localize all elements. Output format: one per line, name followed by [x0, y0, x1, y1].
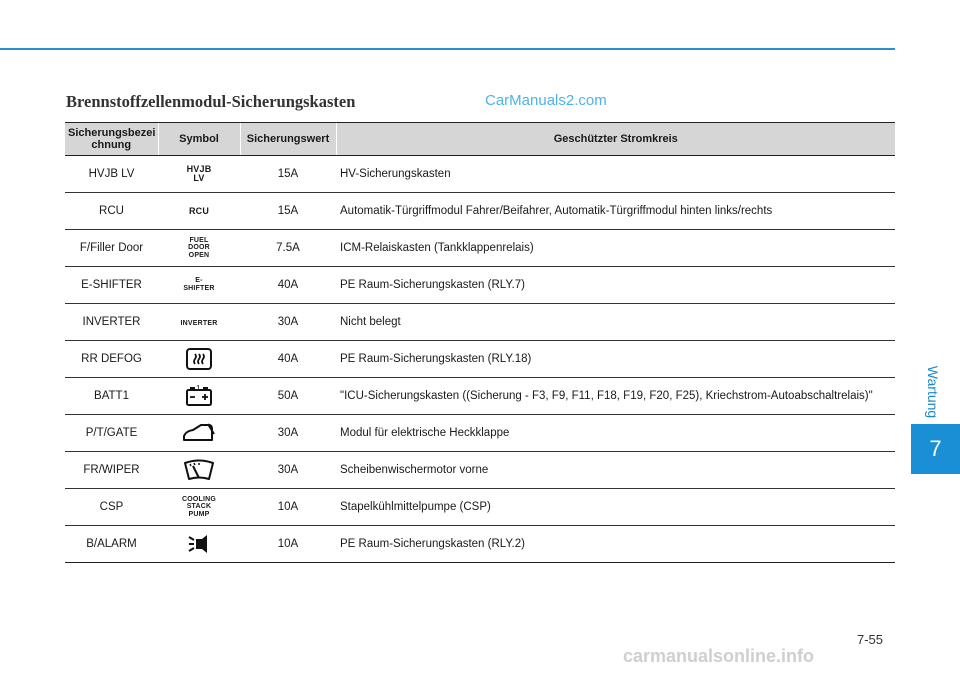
fuse-value: 7.5A — [240, 230, 336, 267]
table-header-row — [65, 123, 895, 156]
fuse-symbol — [158, 378, 240, 415]
fuse-symbol — [158, 267, 240, 304]
fuse-circuit: Stapelkühlmittelpumpe (CSP) — [336, 489, 895, 526]
symbol-text: HVJB LV — [186, 163, 212, 183]
fuse-name: CSP — [65, 489, 158, 526]
fuse-name: RCU — [65, 193, 158, 230]
symbol-text: FUEL DOOR OPEN — [188, 236, 210, 259]
table-row — [65, 341, 895, 378]
fuse-name: B/ALARM — [65, 526, 158, 563]
fuse-circuit: PE Raum-Sicherungskasten (RLY.18) — [336, 341, 895, 378]
fuse-value: 40A — [240, 267, 336, 304]
chapter-tab: 7 — [911, 424, 960, 474]
table-row — [65, 193, 895, 230]
symbol-text: INVERTER — [180, 320, 218, 327]
fuse-value: 15A — [240, 193, 336, 230]
top-rule — [0, 48, 895, 50]
fuse-table — [65, 122, 895, 563]
fuse-name: BATT1 — [65, 378, 158, 415]
fuse-value: 40A — [240, 341, 336, 378]
fuse-name: RR DEFOG — [65, 341, 158, 378]
fuse-symbol — [158, 304, 240, 341]
fuse-circuit: ICM-Relaiskasten (Tankklappenrelais) — [336, 230, 895, 267]
fuse-circuit: PE Raum-Sicherungskasten (RLY.2) — [336, 526, 895, 563]
fuse-symbol — [158, 415, 240, 452]
front-wiper-icon — [183, 464, 215, 476]
symbol-text: COOLING STACK PUMP — [181, 495, 217, 518]
table-row — [65, 415, 895, 452]
burglar-alarm-icon — [186, 538, 212, 550]
fuse-symbol — [158, 489, 240, 526]
tailgate-icon — [182, 427, 216, 439]
side-label-text: Wartung — [925, 365, 942, 419]
header-circuit: Geschützter Stromkreis — [336, 123, 895, 156]
fuse-symbol — [158, 156, 240, 193]
fuse-name: F/Filler Door — [65, 230, 158, 267]
fuse-symbol — [158, 193, 240, 230]
fuse-name: E-SHIFTER — [65, 267, 158, 304]
header-value: Sicherungswert — [240, 123, 336, 156]
fuse-value: 10A — [240, 489, 336, 526]
fuse-circuit: PE Raum-Sicherungskasten (RLY.7) — [336, 267, 895, 304]
fuse-value: 30A — [240, 415, 336, 452]
section-title: Brennstoffzellenmodul-Sicherungskasten — [66, 92, 356, 111]
fuse-value: 50A — [240, 378, 336, 415]
header-name: Sicherungsbezei chnung — [65, 123, 158, 156]
fuse-circuit: Nicht belegt — [336, 304, 895, 341]
fuse-symbol — [158, 230, 240, 267]
fuse-name: INVERTER — [65, 304, 158, 341]
watermark-bottom: carmanualsonline.info — [623, 646, 815, 666]
watermark-top: CarManuals2.com — [485, 92, 607, 109]
table-row — [65, 267, 895, 304]
fuse-symbol — [158, 452, 240, 489]
symbol-text: E- SHIFTER — [183, 277, 215, 292]
table-row — [65, 156, 895, 193]
table-row — [65, 230, 895, 267]
fuse-symbol — [158, 341, 240, 378]
side-label — [911, 362, 955, 422]
table-row — [65, 378, 895, 415]
fuse-value: 30A — [240, 452, 336, 489]
symbol-text: RCU — [188, 206, 210, 216]
table-row — [65, 304, 895, 341]
fuse-name: FR/WIPER — [65, 452, 158, 489]
rear-defog-icon — [186, 353, 212, 365]
fuse-value: 15A — [240, 156, 336, 193]
table-row — [65, 526, 895, 563]
fuse-circuit: Automatik-Türgriffmodul Fahrer/Beifahrer, Automatik-Türgriffmodul hinten links/rechts — [336, 193, 895, 230]
fuse-circuit: Modul für elektrische Heckklappe — [336, 415, 895, 452]
fuse-value: 10A — [240, 526, 336, 563]
fuse-name: HVJB LV — [65, 156, 158, 193]
fuse-value: 30A — [240, 304, 336, 341]
fuse-circuit: Scheibenwischermotor vorne — [336, 452, 895, 489]
table-row — [65, 452, 895, 489]
header-symbol: Symbol — [158, 123, 240, 156]
fuse-symbol — [158, 526, 240, 563]
fuse-circuit: "ICU-Sicherungskasten ((Sicherung - F3, F9, F11, F18, F19, F20, F25), Kriechstrom-Autoabschaltrelais)" — [336, 378, 895, 415]
symbol-superscript: 1 — [196, 384, 201, 393]
fuse-name: P/T/GATE — [65, 415, 158, 452]
fuse-circuit: HV-Sicherungskasten — [336, 156, 895, 193]
page-number: 7-55 — [857, 632, 884, 647]
table-row — [65, 489, 895, 526]
